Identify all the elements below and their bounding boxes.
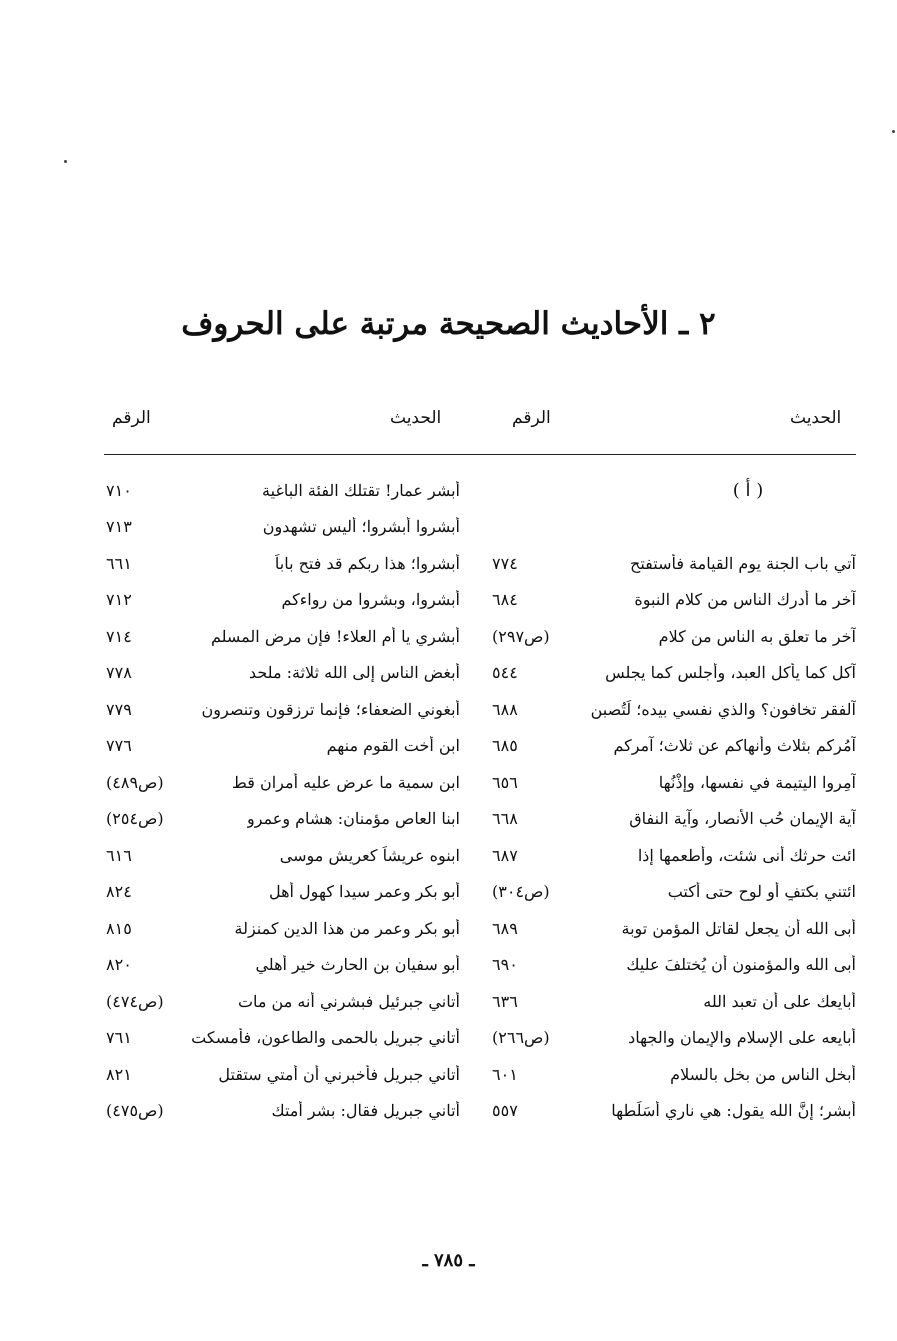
list-item bbox=[490, 582, 856, 619]
hadith-text: ابن سمية ما عرض عليه أمران قط bbox=[232, 772, 460, 792]
list-item bbox=[490, 764, 856, 801]
header-rule bbox=[104, 454, 856, 455]
list-item bbox=[490, 874, 856, 911]
list-item bbox=[104, 910, 460, 947]
list-item bbox=[104, 874, 460, 911]
section-letter-alif: ( أ ) bbox=[732, 479, 764, 501]
page-number: ـ ٧٨٥ ـ bbox=[422, 1250, 475, 1271]
list-item bbox=[490, 728, 856, 765]
hadith-text: أبو سفيان بن الحارث خير أهلي bbox=[255, 955, 460, 975]
hadith-text: ابنوه عريشاً كعريش موسى bbox=[279, 845, 460, 865]
hadith-text: أبشر عمار! تقتلك الفئة الباغية bbox=[262, 480, 460, 500]
hadith-text: أتاني جبريل بالحمى والطاعون، فأمسكت bbox=[191, 1028, 460, 1048]
list-item bbox=[490, 801, 856, 838]
hadith-number: (ص٢٥٤) bbox=[106, 809, 164, 829]
hadith-text: ابنا العاص مؤمنان: هشام وعمرو bbox=[246, 809, 460, 829]
hadith-number: ٦٨٧ bbox=[492, 845, 518, 865]
hadith-text: آخر ما أدرك الناس من كلام النبوة bbox=[634, 590, 856, 610]
list-item bbox=[490, 691, 856, 728]
hadith-text: أتاني جبرئيل فبشرني أنه من مات bbox=[237, 991, 460, 1011]
hadith-text: آمِروا اليتيمة في نفسها، وإِذْنُها bbox=[658, 772, 856, 792]
hadith-text: آتي باب الجنة يوم القيامة فأستفتح bbox=[629, 553, 856, 573]
list-item bbox=[104, 472, 460, 509]
hadith-number: (ص٤٧٥) bbox=[106, 1101, 164, 1121]
header-right-number: الرقم bbox=[512, 408, 551, 428]
list-item bbox=[490, 655, 856, 692]
hadith-text: أبشروا؛ هذا ربكم قد فتح باباً bbox=[274, 553, 460, 573]
hadith-number: (ص٤٧٤) bbox=[106, 991, 164, 1011]
hadith-number: ٥٤٤ bbox=[492, 663, 518, 683]
hadith-text: أبو بكر وعمر من هذا الدين كمنزلة bbox=[234, 918, 460, 938]
hadith-number: ٧٧٩ bbox=[106, 699, 132, 719]
list-item bbox=[104, 545, 460, 582]
hadith-text: أبايعك على أن تعبد الله bbox=[703, 991, 856, 1011]
list-item bbox=[104, 655, 460, 692]
hadith-text: أبو بكر وعمر سيدا كهول أهل bbox=[268, 882, 460, 902]
right-column bbox=[490, 472, 856, 1129]
list-item bbox=[490, 1056, 856, 1093]
list-item bbox=[490, 837, 856, 874]
list-item bbox=[104, 509, 460, 546]
list-item bbox=[104, 1093, 460, 1130]
page-title: ٢ ـ الأحاديث الصحيحة مرتبة على الحروف bbox=[181, 306, 716, 342]
list-item bbox=[490, 983, 856, 1020]
hadith-number: ٨٢٤ bbox=[106, 882, 132, 902]
list-item bbox=[104, 691, 460, 728]
hadith-number: ٦٦١ bbox=[106, 553, 132, 573]
hadith-number: ٧٦١ bbox=[106, 1028, 132, 1048]
list-item bbox=[104, 983, 460, 1020]
hadith-number: ٧٧٦ bbox=[106, 736, 132, 756]
hadith-text: ائتني بكتفٍ أو لوحٍ حتى أكتب bbox=[667, 882, 856, 902]
hadith-number: ٨٢٠ bbox=[106, 955, 132, 975]
hadith-text: أبخل الناس من بخل بالسلام bbox=[670, 1064, 856, 1084]
hadith-text: آلفقر تخافون؟ والذي نفسي بيده؛ لَتُصبن bbox=[590, 699, 856, 719]
hadith-number: ٨١٥ bbox=[106, 918, 132, 938]
hadith-number: (ص٢٩٧) bbox=[492, 626, 550, 646]
scan-speck bbox=[64, 160, 67, 163]
hadith-number: ٦٩٠ bbox=[492, 955, 518, 975]
hadith-text: أبغض الناس إلى الله ثلاثة: ملحد bbox=[248, 663, 460, 683]
left-column bbox=[104, 472, 460, 1129]
list-item bbox=[490, 545, 856, 582]
list-item bbox=[104, 801, 460, 838]
list-item bbox=[104, 764, 460, 801]
hadith-number: ٧١٠ bbox=[106, 480, 132, 500]
hadith-text: ابن أخت القوم منهم bbox=[326, 736, 460, 756]
hadith-text: أبى الله والمؤمنون أن يُختلفَ عليك bbox=[626, 955, 856, 975]
hadith-number: ٥٥٧ bbox=[492, 1101, 518, 1121]
hadith-text: أتاني جبريل فقال: بشر أمتك bbox=[271, 1101, 460, 1121]
list-item bbox=[490, 1020, 856, 1057]
hadith-number: ٦٠١ bbox=[492, 1064, 518, 1084]
hadith-text: ائت حرثك أنى شئت، وأطعمها إذا bbox=[637, 845, 856, 865]
hadith-text: أبايعه على الإسلام والإيمان والجهاد bbox=[628, 1028, 856, 1048]
scan-speck bbox=[892, 130, 895, 133]
hadith-text: أبشروا، وبشروا من رواءكم bbox=[281, 590, 460, 610]
hadith-number: ٨٢١ bbox=[106, 1064, 132, 1084]
hadith-number: ٦٨٨ bbox=[492, 699, 518, 719]
hadith-number: (ص٤٨٩) bbox=[106, 772, 164, 792]
hadith-number: ٧٧٨ bbox=[106, 663, 132, 683]
list-item bbox=[490, 1093, 856, 1130]
hadith-text: أبشري يا أم العلاء! فإن مرض المسلم bbox=[210, 626, 460, 646]
list-item bbox=[104, 837, 460, 874]
hadith-text: أتاني جبريل فأخبرني أن أمتي ستقتل bbox=[218, 1064, 460, 1084]
hadith-text: آخر ما تعلق به الناس من كلام bbox=[658, 626, 856, 646]
header-left-hadith: الحديث bbox=[390, 408, 442, 428]
hadith-number: ٦٥٦ bbox=[492, 772, 518, 792]
header-left-number: الرقم bbox=[112, 408, 151, 428]
list-item bbox=[490, 947, 856, 984]
hadith-number: ٧٧٤ bbox=[492, 553, 518, 573]
list-item bbox=[104, 1056, 460, 1093]
hadith-number: ٦٦٨ bbox=[492, 809, 518, 829]
hadith-text: أبشروا أبشروا؛ أليس تشهدون bbox=[262, 517, 460, 537]
hadith-number: ٧١٤ bbox=[106, 626, 132, 646]
hadith-text: أبى الله أن يجعل لقاتل المؤمن توبة bbox=[621, 918, 856, 938]
hadith-number: ٦٨٥ bbox=[492, 736, 518, 756]
list-item bbox=[490, 910, 856, 947]
list-item bbox=[104, 582, 460, 619]
list-item bbox=[490, 618, 856, 655]
hadith-text: أبشر؛ إنَّ الله يقول: هي ناري أُسَلِّطها bbox=[611, 1101, 856, 1121]
header-right-hadith: الحديث bbox=[790, 408, 842, 428]
hadith-number: ٦٣٦ bbox=[492, 991, 518, 1011]
hadith-text: آية الإيمان حُب الأنصار، وآية النفاق bbox=[629, 809, 856, 829]
hadith-number: (ص٢٦٦) bbox=[492, 1028, 550, 1048]
list-item bbox=[104, 728, 460, 765]
hadith-text: آكل كما يأكل العبد، وأجلس كما يجلس bbox=[605, 663, 856, 683]
hadith-number: ٧١٣ bbox=[106, 517, 132, 537]
hadith-number: ٧١٢ bbox=[106, 590, 132, 610]
list-item bbox=[104, 618, 460, 655]
hadith-number: (ص٣٠٤) bbox=[492, 882, 550, 902]
hadith-number: ٦٨٩ bbox=[492, 918, 518, 938]
hadith-number: ٦١٦ bbox=[106, 845, 132, 865]
hadith-text: آمُركم بثلاث وأنهاكم عن ثلاث؛ آمركم bbox=[613, 736, 856, 756]
hadith-text: أبغوني الضعفاء؛ فإنما ترزقون وتنصرون bbox=[201, 699, 460, 719]
list-item bbox=[104, 947, 460, 984]
list-item bbox=[104, 1020, 460, 1057]
hadith-number: ٦٨٤ bbox=[492, 590, 518, 610]
